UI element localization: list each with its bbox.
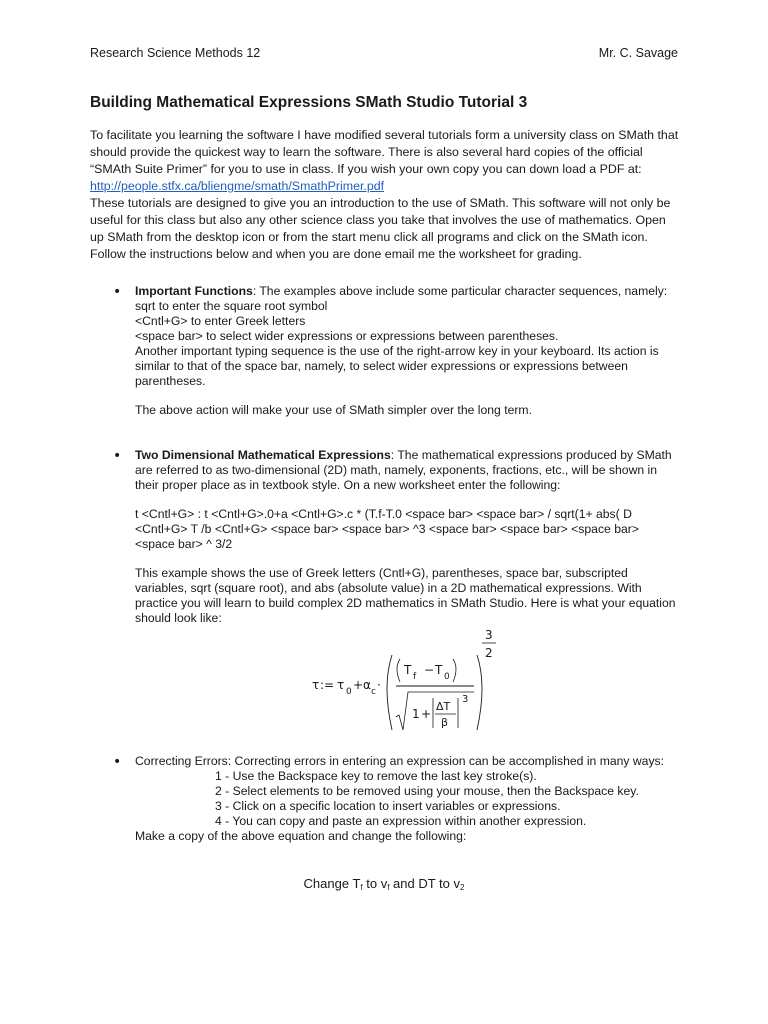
T-variable: T <box>404 663 412 677</box>
intro-text <box>90 127 680 263</box>
section1-line: <Cntl+G> to enter Greek letters <box>135 314 306 328</box>
section-correcting-errors <box>135 754 680 844</box>
section3-step: 4 - You can copy and paste an expression within another expression. <box>215 814 587 828</box>
equation-image <box>300 622 520 747</box>
section3-step: 3 - Click on a specific location to insert variables or expressions. <box>215 799 561 813</box>
section-important-functions <box>135 284 680 418</box>
section3-lead: Correcting Errors: Correcting errors in entering an expression can be accomplished in many ways: <box>135 754 665 768</box>
tau-subscript: 0 <box>346 687 352 697</box>
section1-line: <space bar> to select wider expressions or expressions between parentheses. <box>135 329 559 343</box>
lhs-tau: τ <box>312 678 320 692</box>
alpha-symbol: α <box>363 678 371 692</box>
section2-heading: Two Dimensional Mathematical Expressions <box>135 448 391 462</box>
minus-sign: − <box>424 663 435 677</box>
T0-variable: T <box>435 663 443 677</box>
header-course: Research Science Methods 12 <box>90 46 261 60</box>
change-to-vf: to v <box>362 876 388 891</box>
section3-closing: Make a copy of the above equation and change the following: <box>135 829 467 843</box>
change-prefix: Change T <box>303 876 361 891</box>
section1-line: Another important typing sequence is the use of the right-arrow key in your keyboard. Its action is similar to that of the space bar, namely, to select wider expressions or expressions between parentheses. <box>135 344 659 388</box>
section1-closing: The above action will make your use of SMath simpler over the long term. <box>135 403 532 417</box>
tau-symbol: τ <box>337 678 345 692</box>
intro-paragraph-2: These tutorials are designed to give you an introduction to the use of SMath. This software will not only be useful for this class but also any other science class you take that involves the use of mathematics. Open up SMath from the desktop icon or from the start menu click all programs and click on the SMath icon. Follow the instructions below and when you are done email me the worksheet for grading. <box>90 196 671 261</box>
section1-lead <box>135 284 680 299</box>
intro-paragraph-1 <box>90 127 680 195</box>
section2-key-sequence: t <Cntl+G> : t <Cntl+G>.0+a <Cntl+G>.c * (T.f-T.0 <space bar> <space bar> / sqrt(1+ abs( D <Cntl+G> T /b <Cntl+G> <space bar> <space bar> ^3 <space bar> <space bar> <space bar> <space bar> ^ 3/2 <box>135 507 639 551</box>
assign-operator: := <box>320 678 335 692</box>
beta-symbol: β <box>441 716 449 729</box>
multiply-dot: · <box>377 678 381 692</box>
cube-exponent: 3 <box>462 694 469 705</box>
primer-pdf-link[interactable]: http://people.stfx.ca/bliengme/smath/SmathPrimer.pdf <box>90 179 385 193</box>
section1-line: sqrt to enter the square root symbol <box>135 299 328 313</box>
change-instruction <box>0 876 768 892</box>
bullet-2d-expressions: • <box>113 448 122 464</box>
change-sub-2: 2 <box>460 883 465 892</box>
change-sub-f2: f <box>387 883 390 892</box>
plus-sign: + <box>353 678 364 692</box>
change-sub-f: f <box>360 883 363 892</box>
section2-lead <box>135 448 680 493</box>
section1-heading: Important Functions <box>135 284 253 298</box>
exponent-denominator: 2 <box>485 646 493 660</box>
change-and-dt: and DT to v <box>389 876 461 891</box>
T-subscript-f: f <box>413 672 417 682</box>
section3-step: 2 - Select elements to be removed using your mouse, then the Backspace key. <box>215 784 639 798</box>
exponent-numerator: 3 <box>485 628 493 642</box>
plus-sign-2: + <box>421 707 432 721</box>
section1-lead-text: : The examples above include some particular character sequences, namely: <box>252 284 668 298</box>
bullet-correcting-errors: • <box>113 754 122 770</box>
alpha-subscript: c <box>371 687 376 697</box>
section3-step: 1 - Use the Backspace key to remove the last key stroke(s). <box>215 769 537 783</box>
bullet-important-functions: • <box>113 284 122 300</box>
section-2d-expressions <box>135 448 680 626</box>
section2-lead-text: : The mathematical expressions produced by SMath are referred to as two-dimensional (2D) math, namely, exponents, fractions, etc., will be shown in their proper place as in textbook style. On a new worksheet enter the following: <box>135 448 672 492</box>
header-teacher: Mr. C. Savage <box>598 46 678 60</box>
section2-explanation: This example shows the use of Greek letters (Cntl+G), parentheses, space bar, subscripted variables, sqrt (square root), and abs (absolute value) in a 2D mathematical expressions. With practice you will learn to build complex 2D mathematics in SMath Studio. Here is what your equation should look like: <box>135 566 676 625</box>
T0-subscript: 0 <box>444 672 450 682</box>
one-digit: 1 <box>412 707 420 721</box>
delta-T: ΔT <box>436 700 451 713</box>
document-title: Building Mathematical Expressions SMath Studio Tutorial 3 <box>90 94 528 111</box>
intro-text-1: To facilitate you learning the software I have modified several tutorials form a university class on SMath that should provide the quickest way to learn the software. There is also several hard copies of the official “SMAth Suite Primer” for you to use in class. If you wish your own copy you can down load a PDF at: <box>90 128 679 176</box>
